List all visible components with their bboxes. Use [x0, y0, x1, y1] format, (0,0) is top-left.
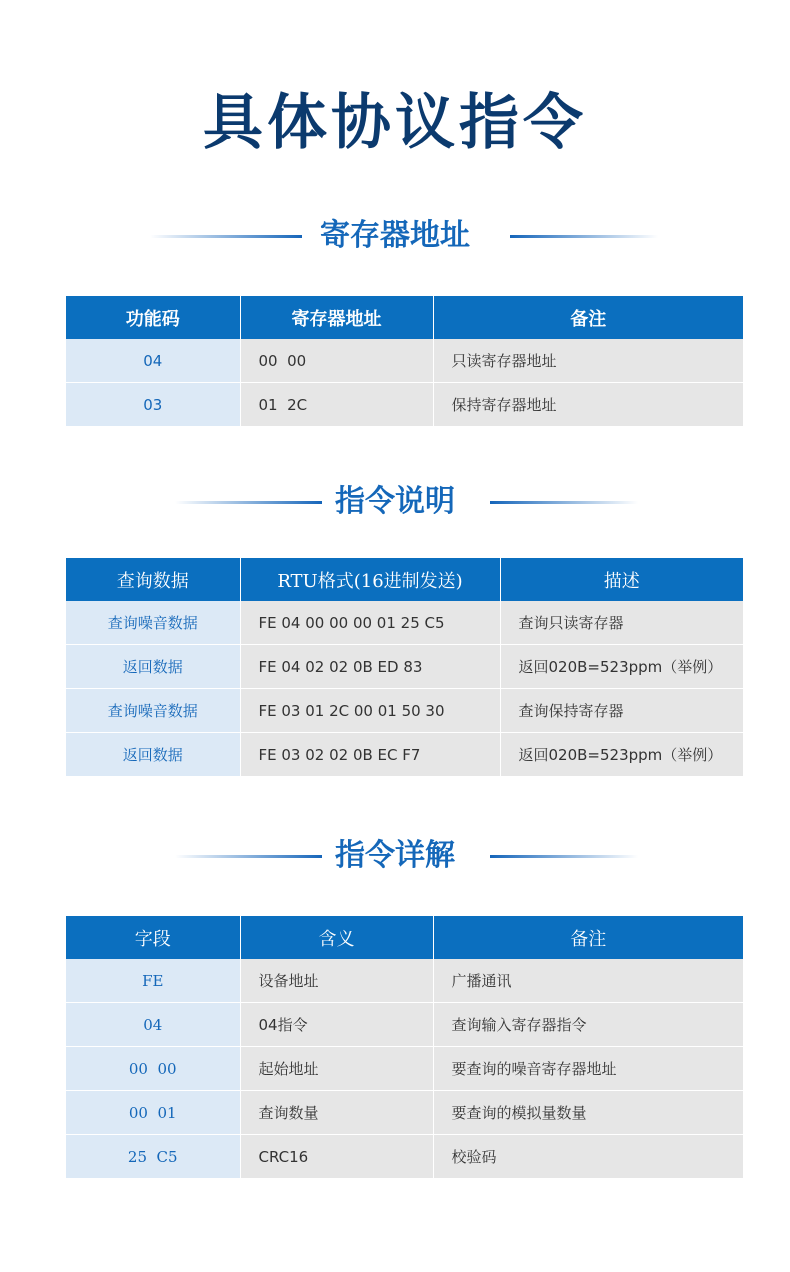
table-row [66, 1047, 743, 1091]
table-row [66, 1003, 743, 1047]
remark-cell: 校验码 [433, 1135, 743, 1179]
field-cell: FE [66, 959, 240, 1003]
function-code-cell: 04 [66, 339, 240, 383]
field-cell: 00 00 [66, 1047, 240, 1091]
table-row [66, 959, 743, 1003]
description-cell: 查询保持寄存器 [500, 689, 743, 733]
meaning-cell: 设备地址 [240, 959, 433, 1003]
table-row [66, 383, 743, 427]
section-title: 指令说明 [335, 484, 455, 519]
table-row [66, 339, 743, 383]
command-description-table [66, 558, 743, 777]
remark-cell: 保持寄存器地址 [433, 383, 743, 427]
heading-line-right [490, 501, 638, 504]
section-title: 寄存器地址 [320, 218, 470, 253]
col-header-register-address: 寄存器地址 [240, 296, 433, 339]
meaning-cell: 起始地址 [240, 1047, 433, 1091]
remark-cell: 要查询的模拟量数量 [433, 1091, 743, 1135]
register-address-cell: 01 2C [240, 383, 433, 427]
col-header-remark: 备注 [433, 916, 743, 959]
section-heading-command-details [0, 834, 790, 878]
table-row [66, 645, 743, 689]
heading-line-right [490, 855, 638, 858]
field-cell: 04 [66, 1003, 240, 1047]
rtu-frame-cell: FE 04 02 02 0B ED 83 [240, 645, 500, 689]
field-cell: 25 C5 [66, 1135, 240, 1179]
remark-cell: 广播通讯 [433, 959, 743, 1003]
table-row [66, 1135, 743, 1179]
table-header-row [66, 296, 743, 339]
remark-cell: 只读寄存器地址 [433, 339, 743, 383]
section-heading-command-description [0, 480, 790, 524]
col-header-description: 描述 [500, 558, 743, 601]
rtu-frame-cell: FE 04 00 00 00 01 25 C5 [240, 601, 500, 645]
register-address-table [66, 296, 743, 427]
col-header-rtu-format: RTU格式(16进制发送) [240, 558, 500, 601]
query-type-cell: 返回数据 [66, 733, 240, 777]
description-cell: 查询只读寄存器 [500, 601, 743, 645]
col-header-meaning: 含义 [240, 916, 433, 959]
section-heading-register-address [0, 214, 790, 258]
rtu-frame-cell: FE 03 02 02 0B EC F7 [240, 733, 500, 777]
query-type-cell: 查询噪音数据 [66, 689, 240, 733]
remark-cell: 查询输入寄存器指令 [433, 1003, 743, 1047]
meaning-cell: 查询数量 [240, 1091, 433, 1135]
col-header-remark: 备注 [433, 296, 743, 339]
query-type-cell: 查询噪音数据 [66, 601, 240, 645]
field-cell: 00 01 [66, 1091, 240, 1135]
col-header-query-data: 查询数据 [66, 558, 240, 601]
register-address-cell: 00 00 [240, 339, 433, 383]
command-details-table [66, 916, 743, 1179]
col-header-function-code: 功能码 [66, 296, 240, 339]
function-code-cell: 03 [66, 383, 240, 427]
meaning-cell: CRC16 [240, 1135, 433, 1179]
meaning-cell: 04指令 [240, 1003, 433, 1047]
query-type-cell: 返回数据 [66, 645, 240, 689]
table-header-row [66, 558, 743, 601]
remark-cell: 要查询的噪音寄存器地址 [433, 1047, 743, 1091]
section-title: 指令详解 [335, 838, 455, 873]
table-row [66, 1091, 743, 1135]
table-row [66, 733, 743, 777]
description-cell: 返回020B=523ppm（举例） [500, 645, 743, 689]
table-header-row [66, 916, 743, 959]
page-title: 具体协议指令 [203, 88, 587, 158]
table-row [66, 601, 743, 645]
table-row [66, 689, 743, 733]
rtu-frame-cell: FE 03 01 2C 00 01 50 30 [240, 689, 500, 733]
heading-line-right [510, 235, 658, 238]
col-header-field: 字段 [66, 916, 240, 959]
description-cell: 返回020B=523ppm（举例） [500, 733, 743, 777]
